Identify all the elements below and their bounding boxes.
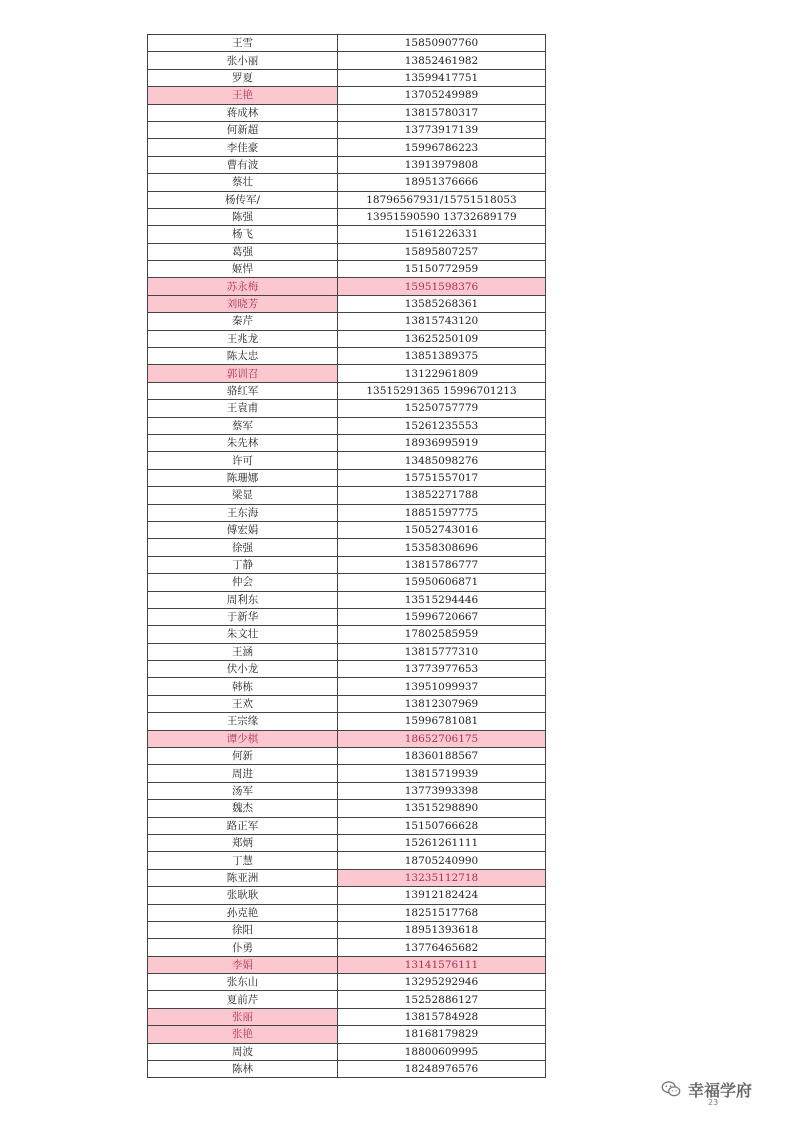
table-row [148, 208, 546, 225]
table-row [148, 278, 546, 295]
table-row [148, 991, 546, 1008]
phone-cell: 13951099937 [338, 678, 546, 695]
phone-cell: 15996786223 [338, 139, 546, 156]
phone-cell: 18251517768 [338, 904, 546, 921]
table-row [148, 348, 546, 365]
table-body [148, 35, 546, 1078]
phone-cell: 13141576111 [338, 956, 546, 973]
name-cell: 苏永梅 [148, 278, 338, 295]
name-cell: 刘晓芳 [148, 295, 338, 312]
phone-cell: 13515298890 [338, 800, 546, 817]
phone-cell: 15150766628 [338, 817, 546, 834]
watermark-text: 幸福学府 [688, 1080, 753, 1100]
table-row [148, 35, 546, 52]
phone-cell: 13812307969 [338, 695, 546, 712]
table-row [148, 1043, 546, 1060]
table-row [148, 452, 546, 469]
name-cell: 王东海 [148, 504, 338, 521]
phone-cell: 13515291365 15996701213 [338, 382, 546, 399]
table-row [148, 139, 546, 156]
name-cell: 秦芹 [148, 313, 338, 330]
table-row [148, 904, 546, 921]
table-row [148, 191, 546, 208]
phone-cell: 18851597775 [338, 504, 546, 521]
name-cell: 何新 [148, 748, 338, 765]
table-row [148, 608, 546, 625]
phone-cell: 13815786777 [338, 556, 546, 573]
name-cell: 汤军 [148, 782, 338, 799]
table-row [148, 417, 546, 434]
phone-cell: 18936995919 [338, 434, 546, 451]
phone-cell: 18796567931/15751518053 [338, 191, 546, 208]
name-cell: 于新华 [148, 608, 338, 625]
name-cell: 张艳 [148, 1026, 338, 1043]
name-cell: 郑炳 [148, 834, 338, 851]
phone-cell: 13235112718 [338, 869, 546, 886]
phone-cell: 13776465682 [338, 939, 546, 956]
phone-cell: 18652706175 [338, 730, 546, 747]
phone-cell: 15252886127 [338, 991, 546, 1008]
name-cell: 罗夏 [148, 69, 338, 86]
name-cell: 杨飞 [148, 226, 338, 243]
phone-cell: 13773917139 [338, 121, 546, 138]
table-row [148, 174, 546, 191]
phone-cell: 13515294446 [338, 591, 546, 608]
table-row [148, 661, 546, 678]
table-row [148, 504, 546, 521]
name-cell: 王袁甫 [148, 400, 338, 417]
watermark [660, 1076, 752, 1102]
table-row [148, 834, 546, 851]
name-cell: 伏小龙 [148, 661, 338, 678]
phone-cell: 13913979808 [338, 156, 546, 173]
table-row [148, 1026, 546, 1043]
name-cell: 许可 [148, 452, 338, 469]
phone-cell: 13625250109 [338, 330, 546, 347]
table-row [148, 1008, 546, 1025]
name-cell: 陈太忠 [148, 348, 338, 365]
name-cell: 张丽 [148, 1008, 338, 1025]
table-row [148, 643, 546, 660]
name-cell: 仲会 [148, 574, 338, 591]
table-row [148, 695, 546, 712]
table-row [148, 243, 546, 260]
phone-cell: 17802585959 [338, 626, 546, 643]
table-row [148, 852, 546, 869]
phone-cell: 18800609995 [338, 1043, 546, 1060]
table-row [148, 365, 546, 382]
phone-cell: 13851389375 [338, 348, 546, 365]
name-cell: 仆勇 [148, 939, 338, 956]
name-cell: 姬悍 [148, 261, 338, 278]
table-row [148, 121, 546, 138]
phone-cell: 15150772959 [338, 261, 546, 278]
name-cell: 蔡军 [148, 417, 338, 434]
table-row [148, 782, 546, 799]
table-row [148, 887, 546, 904]
table-row [148, 400, 546, 417]
table-row [148, 87, 546, 104]
table-row [148, 330, 546, 347]
phone-cell: 13815719939 [338, 765, 546, 782]
phone-cell: 13951590590 13732689179 [338, 208, 546, 225]
name-cell: 张小丽 [148, 52, 338, 69]
name-cell: 陈珊娜 [148, 469, 338, 486]
name-cell: 陈亚洲 [148, 869, 338, 886]
phone-cell: 15261261111 [338, 834, 546, 851]
name-cell: 王艳 [148, 87, 338, 104]
name-cell: 葛强 [148, 243, 338, 260]
table-row [148, 313, 546, 330]
name-cell: 周利东 [148, 591, 338, 608]
name-cell: 丁静 [148, 556, 338, 573]
name-cell: 傅宏娟 [148, 521, 338, 538]
phone-cell: 13815780317 [338, 104, 546, 121]
table-row [148, 678, 546, 695]
phone-table [147, 34, 546, 1078]
name-cell: 孙克艳 [148, 904, 338, 921]
name-cell: 周波 [148, 1043, 338, 1060]
table-row [148, 817, 546, 834]
page-number: 23 [708, 1098, 719, 1107]
name-cell: 梁显 [148, 487, 338, 504]
name-cell: 徐阳 [148, 921, 338, 938]
table-row [148, 939, 546, 956]
name-cell: 王雪 [148, 35, 338, 52]
table-row [148, 1061, 546, 1078]
table-row [148, 52, 546, 69]
table-row [148, 487, 546, 504]
name-cell: 徐强 [148, 539, 338, 556]
table-row [148, 921, 546, 938]
table-row [148, 574, 546, 591]
phone-cell: 13815743120 [338, 313, 546, 330]
phone-cell: 18248976576 [338, 1061, 546, 1078]
phone-cell: 15751557017 [338, 469, 546, 486]
table-row [148, 591, 546, 608]
name-cell: 骆红军 [148, 382, 338, 399]
phone-cell: 15850907760 [338, 35, 546, 52]
name-cell: 王涵 [148, 643, 338, 660]
table-row [148, 713, 546, 730]
table-row [148, 956, 546, 973]
name-cell: 魏杰 [148, 800, 338, 817]
name-cell: 蒋成林 [148, 104, 338, 121]
name-cell: 陈林 [148, 1061, 338, 1078]
name-cell: 王兆龙 [148, 330, 338, 347]
phone-cell: 18951376666 [338, 174, 546, 191]
name-cell: 王欢 [148, 695, 338, 712]
table-row [148, 765, 546, 782]
phone-cell: 15950606871 [338, 574, 546, 591]
name-cell: 何新超 [148, 121, 338, 138]
phone-cell: 15895807257 [338, 243, 546, 260]
table-row [148, 295, 546, 312]
table-row [148, 226, 546, 243]
name-cell: 李娟 [148, 956, 338, 973]
phone-cell: 15250757779 [338, 400, 546, 417]
phone-cell: 13852271788 [338, 487, 546, 504]
table-row [148, 800, 546, 817]
name-cell: 张东山 [148, 974, 338, 991]
name-cell: 蔡壮 [148, 174, 338, 191]
phone-cell: 15996781081 [338, 713, 546, 730]
table-row [148, 469, 546, 486]
name-cell: 路正军 [148, 817, 338, 834]
phone-cell: 18168179829 [338, 1026, 546, 1043]
phone-cell: 13912182424 [338, 887, 546, 904]
phone-cell: 13773993398 [338, 782, 546, 799]
phone-cell: 18951393618 [338, 921, 546, 938]
phone-cell: 13599417751 [338, 69, 546, 86]
phone-cell: 15951598376 [338, 278, 546, 295]
phone-cell: 13705249989 [338, 87, 546, 104]
name-cell: 周进 [148, 765, 338, 782]
name-cell: 韩栋 [148, 678, 338, 695]
phone-cell: 13852461982 [338, 52, 546, 69]
table-row [148, 748, 546, 765]
name-cell: 王宗缘 [148, 713, 338, 730]
phone-cell: 13122961809 [338, 365, 546, 382]
name-cell: 丁慧 [148, 852, 338, 869]
table-row [148, 156, 546, 173]
table-row [148, 556, 546, 573]
name-cell: 朱文壮 [148, 626, 338, 643]
table-row [148, 869, 546, 886]
phone-cell: 13585268361 [338, 295, 546, 312]
table-row [148, 69, 546, 86]
name-cell: 夏前芹 [148, 991, 338, 1008]
table-row [148, 730, 546, 747]
table-row [148, 434, 546, 451]
name-cell: 杨传军/ [148, 191, 338, 208]
phone-cell: 13485098276 [338, 452, 546, 469]
name-cell: 朱先林 [148, 434, 338, 451]
table-row [148, 521, 546, 538]
name-cell: 张耿耿 [148, 887, 338, 904]
name-cell: 曹有波 [148, 156, 338, 173]
phone-cell: 18705240990 [338, 852, 546, 869]
phone-cell: 15161226331 [338, 226, 546, 243]
name-cell: 谭少棋 [148, 730, 338, 747]
table-row [148, 261, 546, 278]
wechat-icon [660, 1078, 682, 1100]
table-row [148, 104, 546, 121]
phone-cell: 13295292946 [338, 974, 546, 991]
name-cell: 陈强 [148, 208, 338, 225]
phone-cell: 18360188567 [338, 748, 546, 765]
phone-cell: 15052743016 [338, 521, 546, 538]
phone-cell: 13815777310 [338, 643, 546, 660]
name-cell: 李佳豪 [148, 139, 338, 156]
table-row [148, 382, 546, 399]
phone-cell: 15996720667 [338, 608, 546, 625]
name-cell: 郭训召 [148, 365, 338, 382]
phone-cell: 15261235553 [338, 417, 546, 434]
phone-cell: 15358308696 [338, 539, 546, 556]
phone-cell: 13815784928 [338, 1008, 546, 1025]
table-row [148, 539, 546, 556]
table-row [148, 974, 546, 991]
phone-cell: 13773977653 [338, 661, 546, 678]
table-row [148, 626, 546, 643]
